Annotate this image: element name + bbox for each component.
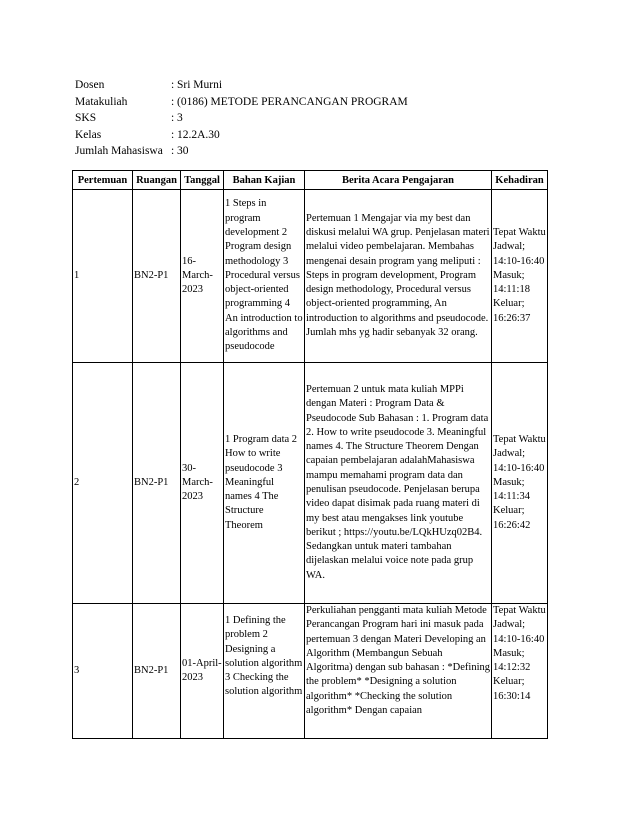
cell-tanggal: 01-April-2023 xyxy=(181,604,224,739)
info-kelas-value: 12.2A.30 xyxy=(177,128,220,141)
header-pertemuan: Pertemuan xyxy=(73,171,133,190)
info-colon: : xyxy=(171,145,175,158)
kehadiran-text: Tepat Waktu Jadwal; 14:10-16:40 Masuk; 14:12:32 Keluar; 16:30:14 xyxy=(493,605,546,702)
info-colon: : xyxy=(171,112,175,125)
header-ruangan: Ruangan xyxy=(133,171,181,190)
cell-bahan-kajian: 1 Program data 2 How to write pseudocode 3 Meaningful names 4 The Structure Theorem xyxy=(224,363,305,604)
info-jumlah-value: 30 xyxy=(177,145,189,158)
info-kelas-label: Kelas xyxy=(75,128,102,141)
info-kelas xyxy=(75,127,408,144)
cell-ruangan: BN2-P1 xyxy=(133,604,181,739)
table-row xyxy=(73,604,548,739)
info-matakuliah xyxy=(75,94,408,111)
table-header-row xyxy=(73,171,548,190)
cell-berita-acara xyxy=(305,604,492,739)
cell-tanggal: 30-March-2023 xyxy=(181,363,224,604)
info-sks-value: 3 xyxy=(177,112,183,125)
table-row xyxy=(73,190,548,363)
cell-tanggal: 16-March-2023 xyxy=(181,190,224,363)
bahan-kajian-text: 1 Defining the problem 2 Designing a solution algorithm 3 Checking the solution algorithm xyxy=(225,615,303,698)
info-jumlah xyxy=(75,143,408,160)
course-info xyxy=(75,77,408,160)
header-bahan-kajian: Bahan Kajian xyxy=(224,171,305,190)
header-kehadiran: Kehadiran xyxy=(492,171,548,190)
cell-berita-acara: Pertemuan 1 Mengajar via my best dan diskusi melalui WA grup. Penjelasan materi melalui video pembelajaran. Membahas mengenai desain program yang meliputi : Steps in program development, Program design methodology, Procedural versus object-oriented programming, An introduction to algorithms and pseudocode. Jumlah mhs yg hadir sebanyak 32 orang. xyxy=(305,190,492,363)
info-jumlah-label: Jumlah Mahasiswa xyxy=(75,145,163,158)
cell-ruangan: BN2-P1 xyxy=(133,363,181,604)
cell-kehadiran: Tepat Waktu Jadwal; 14:10-16:40 Masuk; 14:11:34 Keluar; 16:26:42 xyxy=(492,363,548,604)
info-sks-label: SKS xyxy=(75,112,97,125)
table-row xyxy=(73,363,548,604)
attendance-table xyxy=(72,170,548,739)
cell-berita-acara: Pertemuan 2 untuk mata kuliah MPPi dengan Materi : Program Data & Pseudocode Sub Bahasan : 1. Program data 2. How to write pseudocode 3. Meaningful names 4. The Structure Theorem Dengan capaian pembelajaran adalahMahasiswa mampu memahami program data dan penulisan pseudocode. Penjelasan berupa video dapat disimak pada ruang materi di my best atau mengakses link youtube berikut ; https://youtu.be/LQkHUzq02B4. Sedangkan untuk materi tambahan dijelaskan melalui voice note pada grup WA. xyxy=(305,363,492,604)
info-dosen-value: Sri Murni xyxy=(177,79,223,91)
cell-kehadiran xyxy=(492,604,548,739)
info-dosen-label: Dosen xyxy=(75,79,105,91)
header-berita-acara: Berita Acara Pengajaran xyxy=(305,171,492,190)
cell-pertemuan: 1 xyxy=(73,190,133,363)
info-matakuliah-label: Matakuliah xyxy=(75,95,128,108)
info-colon: : xyxy=(171,79,175,91)
info-sks xyxy=(75,110,408,127)
cell-bahan-kajian: 1 Steps in program development 2 Program design methodology 3 Procedural versus object-oriented programming 4 An introduction to algorithms and pseudocode xyxy=(224,190,305,363)
cell-bahan-kajian xyxy=(224,604,305,739)
berita-acara-text: Perkuliahan pengganti mata kuliah Metode Perancangan Program hari ini masuk pada pertemuan 3 dengan Materi Developing an Algorithm (Membangun Sebuah Algoritma) dengan sub bahasan : *Defining the problem* *Designing a solution algorithm* *Checking the solution algorithm* Dengan capaian xyxy=(306,605,490,717)
cell-kehadiran: Tepat Waktu Jadwal; 14:10-16:40 Masuk; 14:11:18 Keluar; 16:26:37 xyxy=(492,190,548,363)
cell-ruangan: BN2-P1 xyxy=(133,190,181,363)
info-dosen xyxy=(75,77,408,94)
cell-pertemuan: 3 xyxy=(73,604,133,739)
header-tanggal: Tanggal xyxy=(181,171,224,190)
info-colon: : xyxy=(171,128,175,141)
cell-pertemuan: 2 xyxy=(73,363,133,604)
info-colon: : xyxy=(171,95,175,108)
info-matakuliah-value: (0186) METODE PERANCANGAN PROGRAM xyxy=(177,95,408,108)
